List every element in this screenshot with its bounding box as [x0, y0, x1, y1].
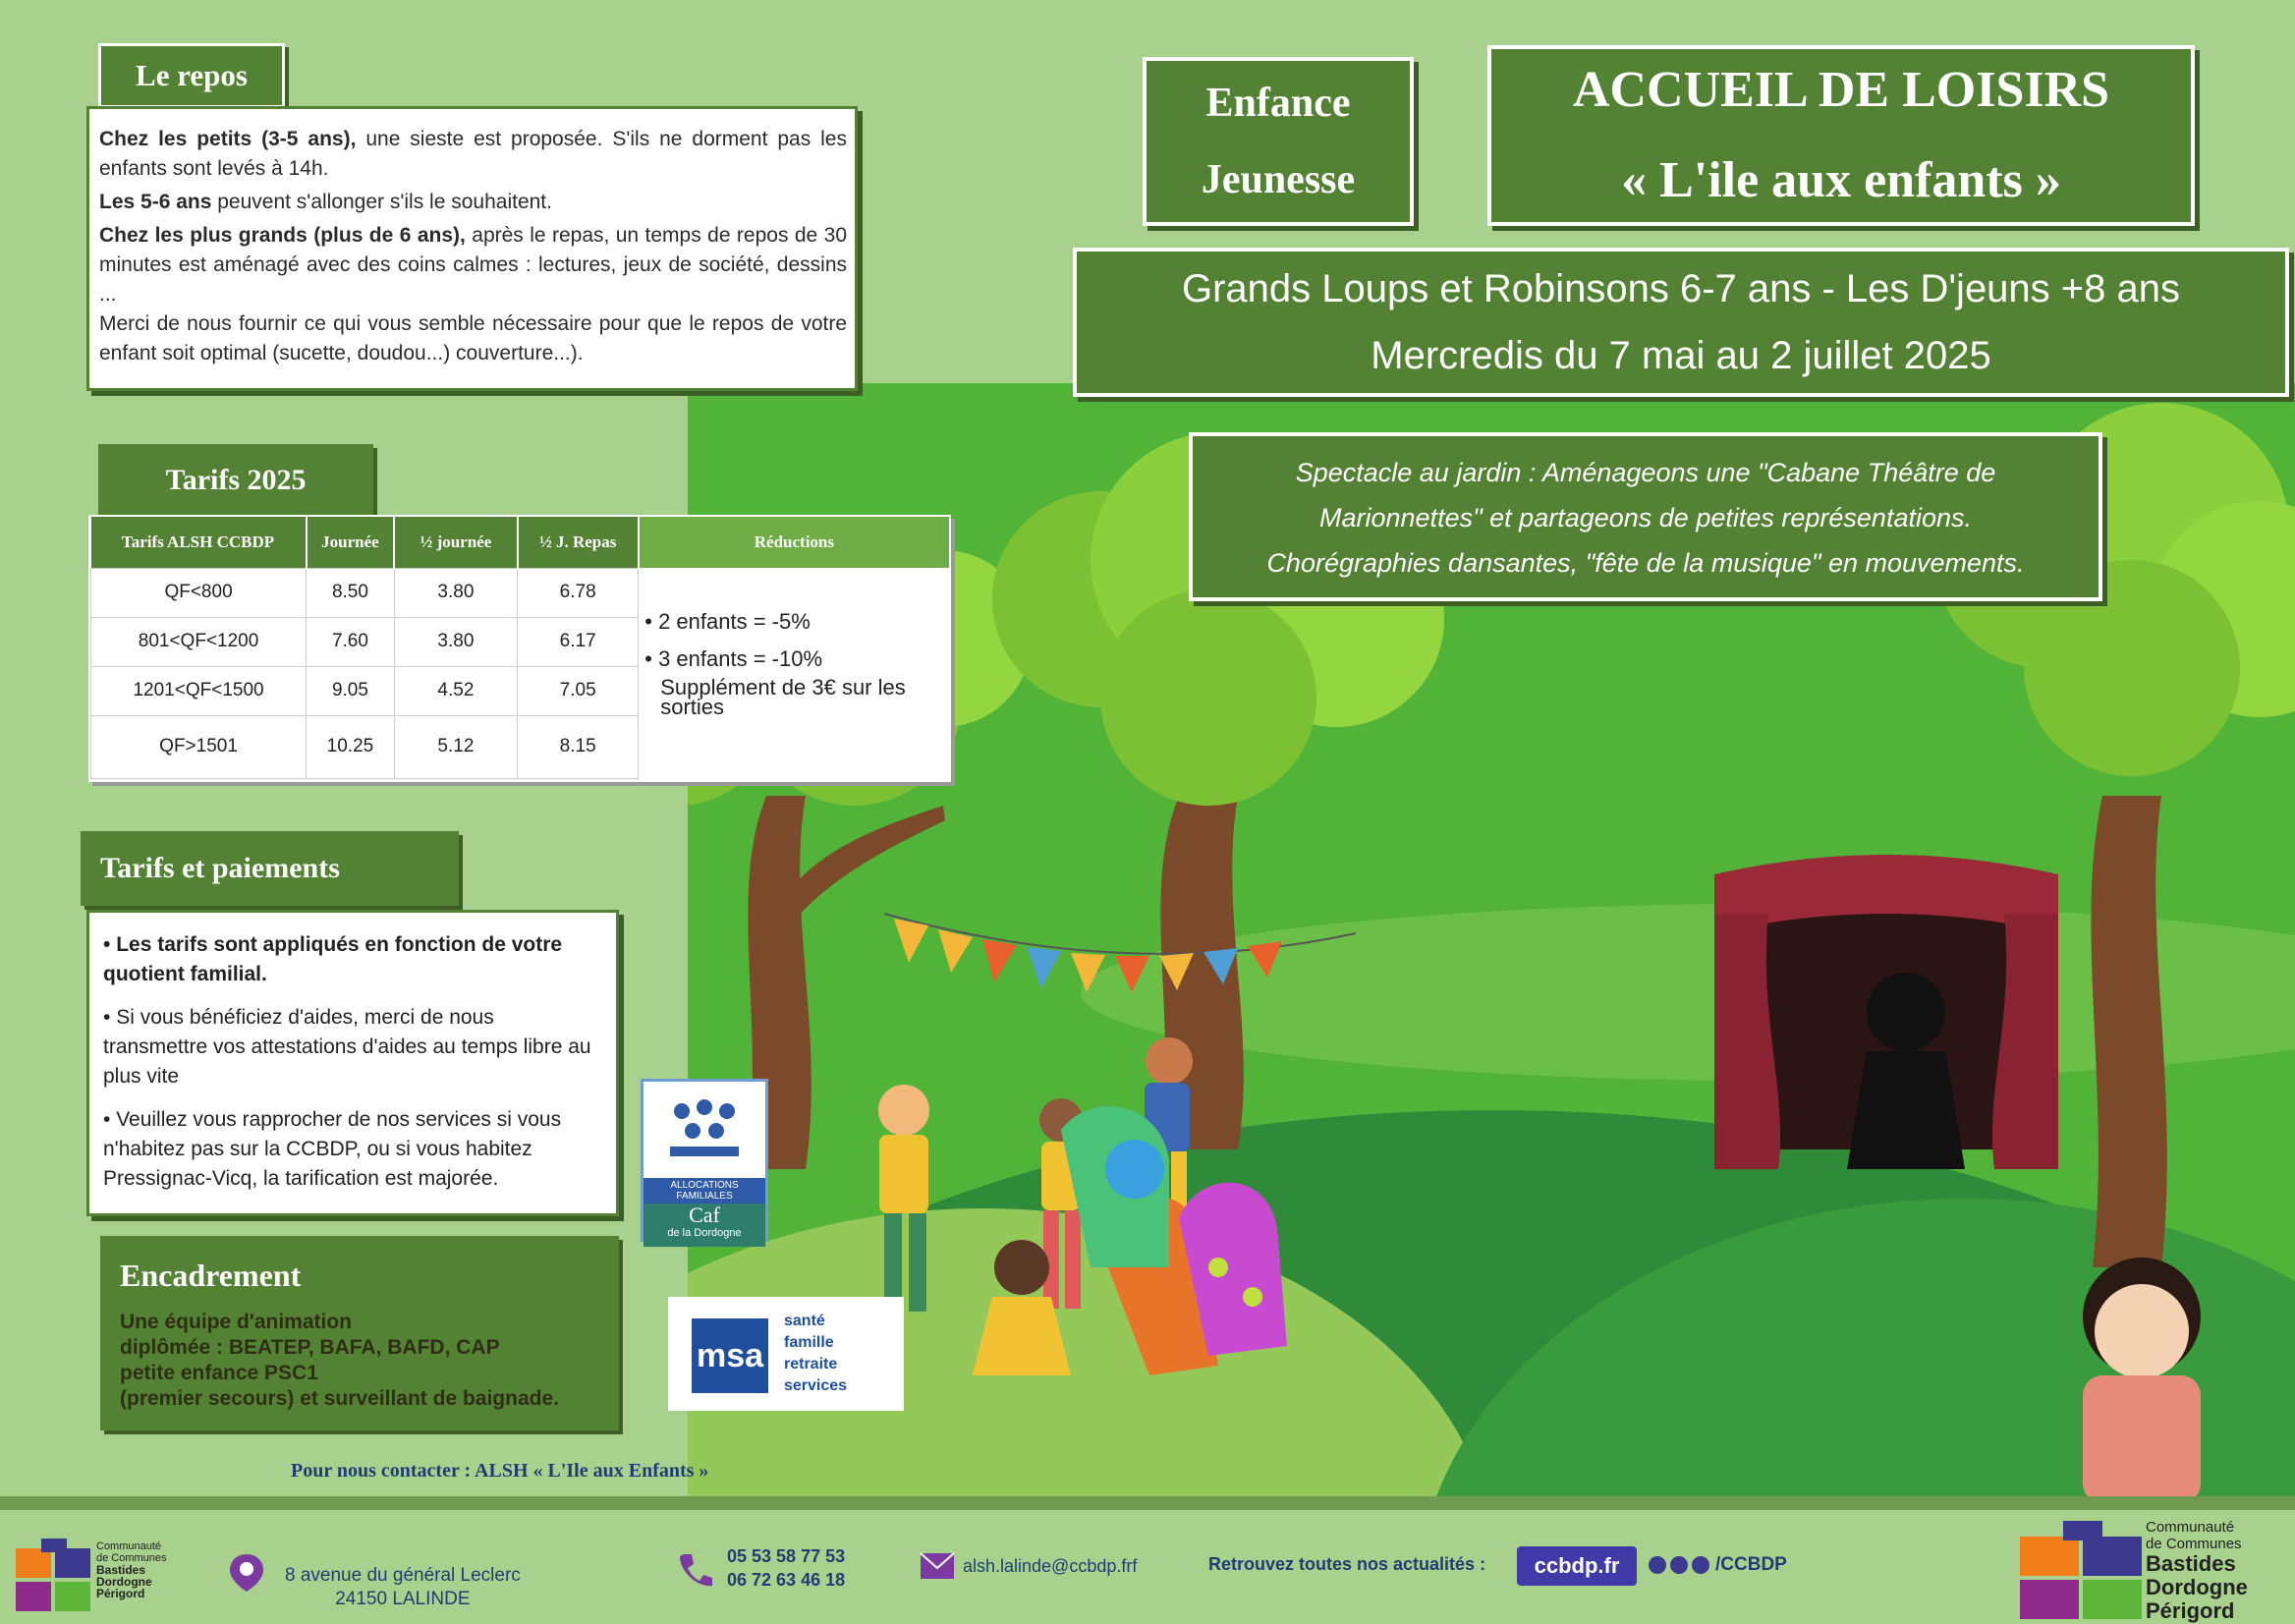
facebook-icon[interactable] — [1649, 1556, 1666, 1574]
supplement-sorties: Supplément de 3€ sur les sorties — [660, 675, 906, 719]
reduction-2-enfants: • 2 enfants = -5% — [644, 603, 943, 641]
contact-line: Pour nous contacter : ALSH « L'Ile aux Enfants » — [291, 1460, 709, 1482]
logo-line: Dordogne — [96, 1575, 152, 1589]
mail-icon — [920, 1552, 955, 1580]
phone-2[interactable]: 06 72 63 46 18 — [727, 1570, 846, 1590]
header-demi-journee: ½ journée — [394, 517, 517, 568]
spectacle-box — [1189, 432, 2102, 601]
encadrement-line-1: Une équipe d'animation — [120, 1311, 353, 1333]
socials-label: Retrouvez toutes nos actualités : — [1208, 1554, 1486, 1574]
paiements-box — [86, 910, 619, 1216]
repos-title: Le repos — [98, 43, 285, 108]
social-handle: /CCBDP — [1715, 1554, 1787, 1575]
table-cell: QF<800 — [91, 568, 307, 617]
caf-logo — [641, 1079, 768, 1242]
repos-petits-bold: Chez les petits (3-5 ans), — [99, 128, 357, 150]
social-icons — [1649, 1556, 1713, 1578]
age-groups: Grands Loups et Robinsons 6-7 ans - Les D'jeuns +8 ans — [1181, 267, 2180, 310]
logo-line: de Communes — [2146, 1536, 2242, 1552]
table-cell: 7.60 — [307, 617, 395, 666]
table-cell: 3.80 — [394, 617, 517, 666]
tarifs-header-row — [91, 517, 950, 568]
logo-line: Bastides — [2146, 1551, 2236, 1576]
address-line-1: 8 avenue du général Leclerc — [285, 1565, 521, 1586]
repos-paragraph-5-6 — [99, 188, 847, 217]
reductions-cell — [639, 568, 949, 778]
caf-line-1: ALLOCATIONS — [670, 1180, 739, 1191]
caf-emblem-icon — [644, 1082, 765, 1178]
logo-line: Périgord — [96, 1587, 145, 1600]
ccbdp-logo-left — [16, 1539, 92, 1613]
table-cell: 6.17 — [518, 617, 639, 666]
reduction-3-enfants: • 3 enfants = -10% — [644, 641, 943, 678]
repos-paragraph-petits — [99, 125, 847, 184]
address-line-2: 24150 LALINDE — [335, 1589, 471, 1609]
paiement-item-hors-ccbdp: • Veuillez vous rapprocher de nos services si vous n'habitez pas sur la CCBDP, ou si vous habitez Pressignac-Vicq, la tarification est majorée. — [103, 1105, 602, 1194]
encadrement-box — [100, 1236, 619, 1430]
encadrement-text — [120, 1310, 619, 1412]
table-cell: QF>1501 — [91, 715, 307, 778]
caf-sub: de la Dordogne — [667, 1227, 742, 1239]
logo-line: Dordogne — [2146, 1575, 2248, 1599]
repos-petits-text: une sieste est proposée. S'ils ne dorment pas les enfants sont levés à 14h. — [99, 128, 847, 180]
logo-line: Communauté — [96, 1540, 162, 1552]
twitter-icon[interactable] — [1670, 1556, 1688, 1574]
table-cell: 8.50 — [307, 568, 395, 617]
jeunesse-label: Jeunesse — [1201, 157, 1356, 202]
caf-name-band — [644, 1204, 765, 1247]
logo-line: de Communes — [96, 1552, 167, 1564]
table-cell: 1201<QF<1500 — [91, 666, 307, 715]
session-dates: Mercredis du 7 mai au 2 juillet 2025 — [1371, 334, 1991, 377]
puppet-theatre — [1714, 855, 2058, 1169]
spectacle-line-1: Spectacle au jardin : Aménageons une "Cabane Théâtre de — [1295, 458, 1996, 487]
repos-paragraph-merci: Merci de nous fournir ce qui vous semble nécessaire pour que le repos de votre enfant soit optimal (sucette, doudou...) couverture...). — [99, 312, 847, 364]
encadrement-line-3: petite enfance PSC1 — [120, 1362, 318, 1384]
table-cell: 9.05 — [307, 666, 395, 715]
paiement-item-aides: • Si vous bénéficiez d'aides, merci de nous transmettre vos attestations d'aides au temps libre au plus vite — [103, 1003, 602, 1092]
logo-line: Communauté — [2146, 1519, 2235, 1536]
footer-divider — [0, 1496, 2295, 1510]
instagram-icon[interactable] — [1692, 1556, 1709, 1574]
ccbdp-logo-right-text — [2146, 1519, 2248, 1623]
tarifs-title: Tarifs 2025 — [98, 444, 373, 517]
msa-tagline — [784, 1311, 847, 1397]
caf-line-2: FAMILIALES — [676, 1191, 733, 1202]
encadrement-line-2: diplômée : BEATEP, BAFA, BAFD, CAP — [120, 1336, 500, 1359]
table-cell: 801<QF<1200 — [91, 617, 307, 666]
enfance-jeunesse-box — [1143, 57, 1414, 226]
phone-1[interactable]: 05 53 58 77 53 — [727, 1546, 846, 1566]
msa-line: retraite — [784, 1356, 838, 1372]
ccbdp-logo-left-text — [96, 1540, 167, 1599]
table-cell: 7.05 — [518, 666, 639, 715]
table-cell: 4.52 — [394, 666, 517, 715]
msa-line: santé — [784, 1313, 825, 1329]
table-cell: 10.25 — [307, 715, 395, 778]
table-cell: 6.78 — [518, 568, 639, 617]
repos-5-6-text: peuvent s'allonger s'ils le souhaitent. — [211, 191, 552, 213]
table-cell: 8.15 — [518, 715, 639, 778]
phone-icon — [676, 1550, 713, 1590]
header-demi-repas: ½ J. Repas — [518, 517, 639, 568]
table-row — [91, 568, 950, 617]
page-subtitle: « L'ile aux enfants » — [1621, 152, 2061, 208]
caf-name: Caf — [689, 1203, 720, 1227]
tarifs-table-grid — [90, 517, 949, 779]
table-cell: 3.80 — [394, 568, 517, 617]
logo-line: Bastides — [96, 1563, 146, 1577]
enfance-label: Enfance — [1205, 81, 1351, 126]
encadrement-line-4: (premier secours) et surveillant de baignade. — [120, 1387, 559, 1410]
header-tarifs-alsh: Tarifs ALSH CCBDP — [91, 517, 307, 568]
table-cell: 5.12 — [394, 715, 517, 778]
encadrement-title: Encadrement — [120, 1258, 302, 1293]
footer-phones — [727, 1544, 845, 1592]
ccbdp-logo-right — [2020, 1517, 2146, 1623]
repos-text-box — [86, 106, 858, 391]
msa-line: famille — [784, 1334, 834, 1351]
msa-letters: msa — [692, 1318, 768, 1393]
msa-logo — [668, 1297, 904, 1411]
msa-line: services — [784, 1377, 848, 1394]
girl-with-puppets — [2083, 1258, 2201, 1503]
caf-allocations-text — [644, 1178, 765, 1204]
footer-email[interactable]: alsh.lalinde@ccbdp.frf — [963, 1556, 1138, 1576]
main-title-box — [1487, 45, 2195, 226]
website-button[interactable]: ccbdp.fr — [1517, 1546, 1637, 1586]
repos-grands-bold: Chez les plus grands (plus de 6 ans), — [99, 224, 466, 247]
paiements-title: Tarifs et paiements — [81, 831, 459, 906]
groups-dates-box — [1073, 248, 2289, 397]
header-reductions: Réductions — [639, 517, 949, 568]
repos-paragraph-grands — [99, 221, 847, 309]
tarifs-table — [88, 515, 951, 782]
spectacle-line-3: Chorégraphies dansantes, "fête de la musique" en mouvements. — [1266, 548, 2025, 578]
spectacle-line-2: Marionnettes" et partageons de petites représentations. — [1319, 503, 1972, 532]
repos-grands-text: après le repas, un temps de repos de 30 minutes est aménagé avec des coins calmes : lectures, jeux de société, dessins ... — [99, 224, 847, 306]
repos-5-6-bold: Les 5-6 ans — [99, 191, 212, 213]
paiement-item-tarifs: • Les tarifs sont appliqués en fonction de votre quotient familial. — [103, 930, 602, 989]
location-pin-icon — [228, 1552, 265, 1594]
footer-address — [285, 1564, 521, 1611]
page-title: ACCUEIL DE LOISIRS — [1572, 62, 2110, 118]
logo-line: Périgord — [2146, 1598, 2235, 1623]
header-journee: Journée — [307, 517, 395, 568]
